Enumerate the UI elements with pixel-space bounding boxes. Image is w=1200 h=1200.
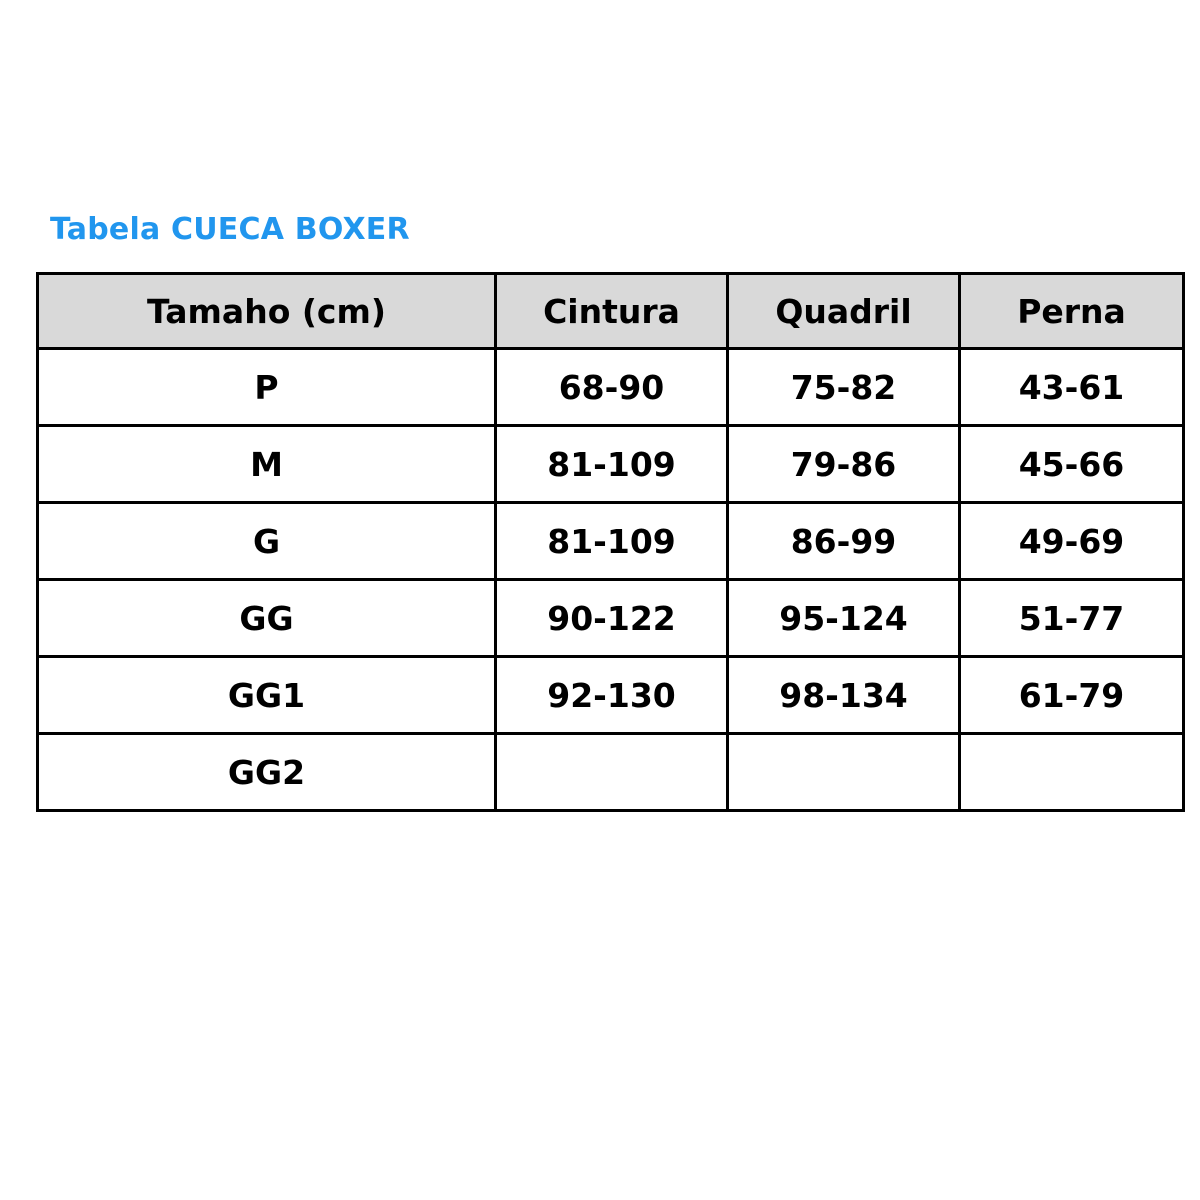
page-title: Tabela CUECA BOXER <box>50 212 410 247</box>
cell-cintura: 68-90 <box>496 349 728 426</box>
column-header-waist: Cintura <box>496 274 728 349</box>
cell-cintura: 92-130 <box>496 657 728 734</box>
cell-size: GG2 <box>38 734 496 811</box>
cell-quadril: 98-134 <box>728 657 960 734</box>
table-row <box>38 734 1184 811</box>
cell-size: P <box>38 349 496 426</box>
cell-quadril: 79-86 <box>728 426 960 503</box>
cell-perna: 43-61 <box>960 349 1184 426</box>
cell-quadril: 86-99 <box>728 503 960 580</box>
cell-quadril: 95-124 <box>728 580 960 657</box>
table-row <box>38 349 1184 426</box>
table-row <box>38 503 1184 580</box>
table-row <box>38 657 1184 734</box>
cell-size: M <box>38 426 496 503</box>
cell-perna: 61-79 <box>960 657 1184 734</box>
cell-quadril <box>728 734 960 811</box>
cell-perna: 49-69 <box>960 503 1184 580</box>
cell-quadril: 75-82 <box>728 349 960 426</box>
cell-cintura: 81-109 <box>496 426 728 503</box>
cell-perna: 45-66 <box>960 426 1184 503</box>
cell-cintura: 81-109 <box>496 503 728 580</box>
cell-perna <box>960 734 1184 811</box>
column-header-hip: Quadril <box>728 274 960 349</box>
column-header-size: Tamaho (cm) <box>38 274 496 349</box>
cell-cintura <box>496 734 728 811</box>
table-header-row <box>38 274 1184 349</box>
cell-size: GG1 <box>38 657 496 734</box>
table-row <box>38 426 1184 503</box>
cell-perna: 51-77 <box>960 580 1184 657</box>
cell-cintura: 90-122 <box>496 580 728 657</box>
column-header-leg: Perna <box>960 274 1184 349</box>
size-chart-table <box>36 272 1185 812</box>
table-row <box>38 580 1184 657</box>
cell-size: GG <box>38 580 496 657</box>
cell-size: G <box>38 503 496 580</box>
